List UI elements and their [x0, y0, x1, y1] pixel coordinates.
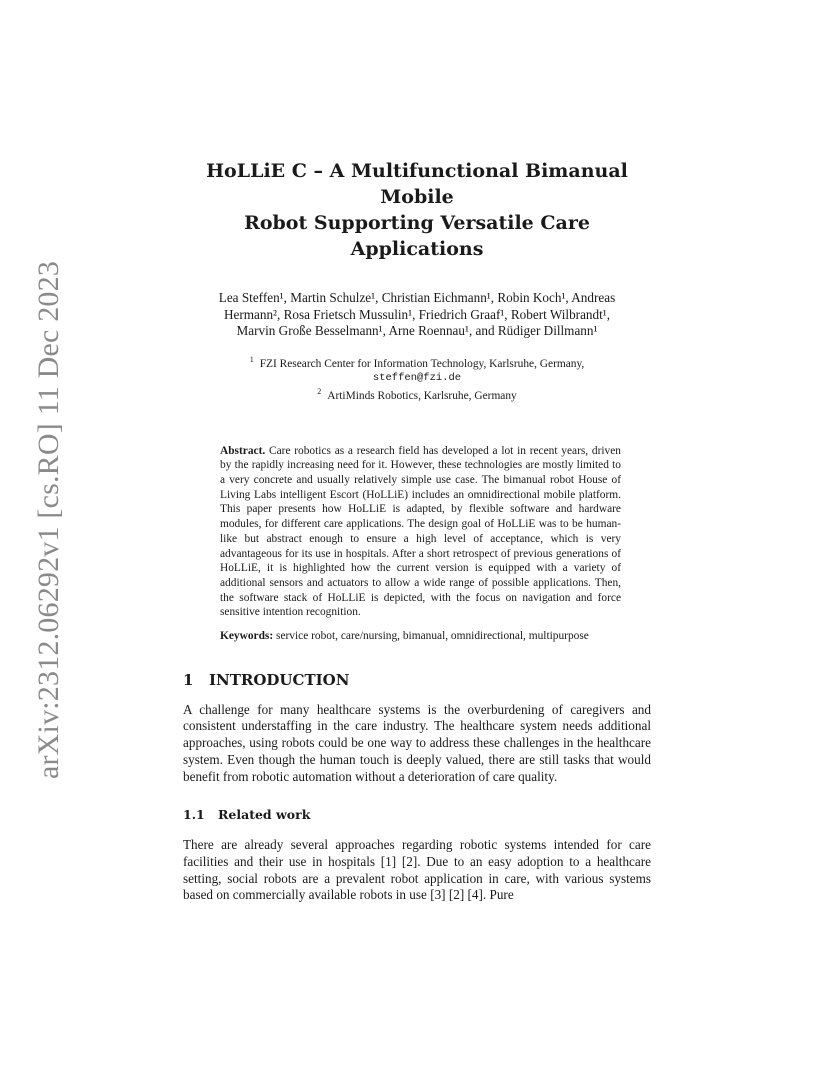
affiliation-1 — [183, 353, 651, 371]
author-list-line-1: Lea Steffen¹, Martin Schulze¹, Christian Eichmann¹, Robin Koch¹, Andreas — [218, 290, 616, 305]
keywords — [220, 629, 621, 644]
related-work-paragraph: There are already several approaches regarding robotic systems intended for care facilities and their use in hospitals [1] [2]. Due to an easy adoption to a healthcare setting, social robots are a prevalent robot application in care, with various systems based on commercially available robots in use [3] [2] [4]. Pure — [183, 837, 651, 903]
paper-title-line-2: Robot Supporting Versatile Care Applications — [244, 212, 590, 260]
author-list-line-3: Marvin Große Besselmann¹, Arne Roennau¹, and Rüdiger Dillmann¹ — [236, 323, 598, 338]
subsection-heading-related-work — [183, 806, 651, 823]
subsection-number: 1.1 — [183, 807, 205, 823]
abstract-text: Care robotics as a research field has developed a lot in recent years, driven by the rapidly increasing need for it. However, these technologies are mostly limited to a very concrete and usually relatively simple use case. The bimanual robot House of Living Labs intelligent Escort (HoLLiE) includes an omnidirectional mobile platform. This paper presents how HoLLiE is adapted, by flexible software and hardware modules, for different care applications. The design goal of HoLLiE was to be human-like but abstract enough to ensure a high level of acceptance, which is very advantageous for its use in hospitals. After a short retrospect of previous generations of HoLLiE, it is highlighted how the current version is equipped with a variety of additional sensors and actuators to allow a wide range of possible applications. Then, the software stack of HoLLiE is depicted, with the focus on navigation and force sensitive intention recognition. — [220, 444, 621, 619]
affiliation-1-mark: 1 — [249, 354, 254, 364]
keywords-label: Keywords: — [220, 630, 274, 643]
section-number: 1 — [183, 670, 194, 689]
arxiv-identifier-stamp — [24, 260, 74, 780]
paper-title-line-1: HoLLiE C – A Multifunctional Bimanual Mobile — [206, 160, 628, 208]
affiliation-2-mark: 2 — [317, 387, 322, 397]
abstract-label: Abstract. — [220, 444, 266, 457]
subsection-title: Related work — [218, 807, 311, 823]
affiliation-1-text: FZI Research Center for Information Technology, Karlsruhe, Germany, — [259, 357, 585, 370]
section-heading-introduction — [183, 670, 651, 690]
introduction-paragraph: A challenge for many healthcare systems is the overburdening of caregivers and consistent understaffing in the care industry. The healthcare system needs additional approaches, using robots could be one way to address these challenges in the healthcare system. Even though the human touch is deeply valued, there are still tasks that would benefit from robotic automation without a deterioration of care quality. — [183, 701, 651, 784]
paper-title — [183, 158, 651, 262]
abstract — [220, 444, 621, 620]
author-list-line-2: Hermann², Rosa Frietsch Mussulin¹, Friedrich Graaf¹, Robert Wilbrandt¹, — [223, 306, 611, 322]
affiliation-2-text: ArtiMinds Robotics, Karlsruhe, Germany — [327, 390, 517, 403]
arxiv-identifier-text: arXiv:2312.06292v1 [cs.RO] 11 Dec 2023 — [32, 260, 66, 780]
author-list — [183, 290, 651, 340]
section-title: INTRODUCTION — [209, 670, 350, 689]
author-email: steffen@fzi.de — [372, 371, 462, 384]
affiliation-2 — [183, 385, 651, 403]
paper-page — [183, 158, 651, 917]
affiliations — [183, 353, 651, 404]
keywords-text: service robot, care/nursing, bimanual, omnidirectional, multipurpose — [276, 630, 589, 643]
